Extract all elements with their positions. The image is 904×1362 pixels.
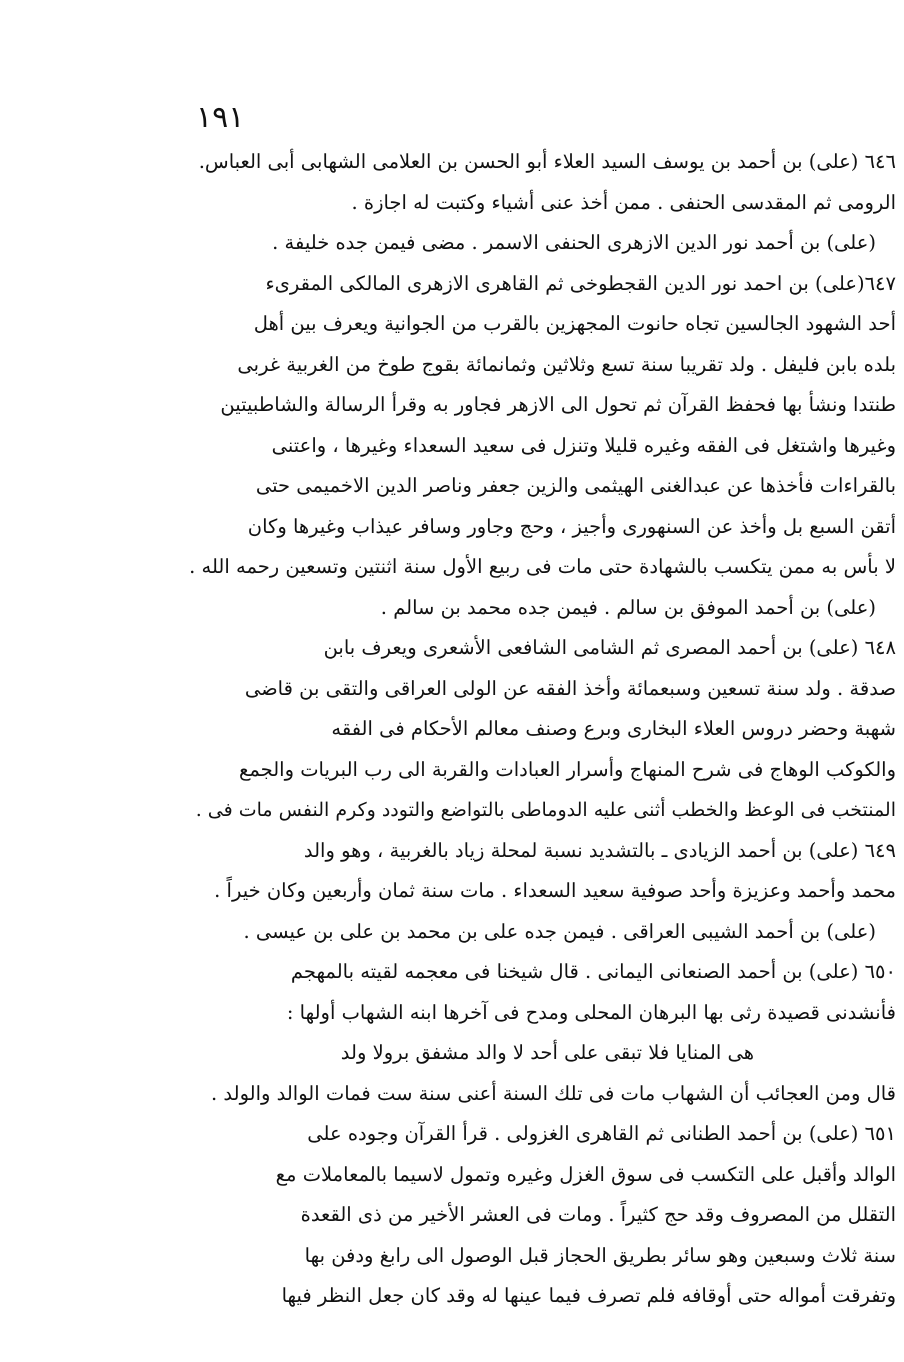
text-line: ٦٥٠ (على) بن أحمد الصنعانى اليمانى . قال شيخنا فى معجمه لقيته بالمهجم bbox=[290, 960, 896, 983]
verse-line: هى المنايا فلا تبقى على أحد لا والد مشفق برولا ولد bbox=[340, 1041, 754, 1064]
text-line: (على) بن أحمد نور الدين الازهرى الحنفى الاسمر . مضى فيمن جده خليفة . bbox=[272, 231, 876, 254]
text-line: أتقن السبع بل وأخذ عن السنهورى وأجيز ، وحج وجاور وسافر عيذاب وغيرها وكان bbox=[247, 514, 896, 538]
text-line: ٦٥١ (على) بن أحمد الطنانى ثم القاهرى الغزولى . قرأ القرآن وجوده على bbox=[307, 1122, 896, 1145]
text-line: شهبة وحضر دروس العلاء البخارى وبرع وصنف معالم الأحكام فى الفقه bbox=[331, 717, 896, 740]
text-line: المنتخب فى الوعظ والخطب أثنى عليه الدوماطى بالتواضع والتودد وكرم النفس مات فى . bbox=[195, 799, 896, 821]
text-line: الوالد وأقبل على التكسب فى سوق الغزل وغيره وتمول لاسيما بالمعاملات مع bbox=[275, 1162, 896, 1186]
text-line: طنتدا ونشأ بها فحفظ القرآن ثم تحول الى الازهر فجاور به وقرأ الرسالة والشاطبيتين bbox=[220, 393, 896, 416]
text-line: التقلل من المصروف وقد حج كثيراً . ومات فى العشر الأخير من ذى القعدة bbox=[300, 1203, 896, 1226]
text-line: ٦٤٦ (على) بن أحمد بن يوسف السيد العلاء أبو الحسن بن العلامى الشهابى أبى العباس. bbox=[198, 150, 896, 173]
text-line: الرومى ثم المقدسى الحنفى . ممن أخذ عنى أشياء وكتبت له اجازة . bbox=[351, 190, 896, 214]
text-line: (على) بن أحمد الموفق بن سالم . فيمن جده محمد بن سالم . bbox=[380, 595, 876, 619]
page-number: ١٩١ bbox=[196, 100, 245, 135]
text-line: وتفرقت أمواله حتى أوقافه فلم تصرف فيما عينها له وقد كان جعل النظر فيها bbox=[281, 1284, 896, 1307]
text-line: سنة ثلاث وسبعين وهو سائر بطريق الحجاز قبل الوصول الى رابغ ودفن بها bbox=[304, 1243, 896, 1267]
text-line: لا بأس به ممن يتكسب بالشهادة حتى مات فى ربيع الأول سنة اثنتين وتسعين رحمه الله . bbox=[189, 555, 896, 578]
text-line: وغيرها واشتغل فى الفقه وغيره قليلا وتنزل فى سعيد السعداء وغيرها ، واعتنى bbox=[271, 433, 896, 457]
text-line: بلده بابن فليفل . ولد تقريبا سنة تسع وثلاثين وثمانمائة بقوج طوخ من الغربية غربى bbox=[237, 352, 896, 376]
text-line: قال ومن العجائب أن الشهاب مات فى تلك السنة أعنى سنة ست فمات الوالد والولد . bbox=[211, 1081, 896, 1105]
text-line: صدقة . ولد سنة تسعين وسبعمائة وأخذ الفقه عن الولى العراقى والتقى بن قاضى bbox=[244, 676, 896, 700]
text-line: ٦٤٧(على) بن احمد نور الدين القجطوخى ثم القاهرى الازهرى المالكى المقرىء bbox=[265, 271, 896, 295]
text-line: محمد وأحمد وعزيزة وأحد صوفية سعيد السعداء . مات سنة ثمان وأربعين وكان خيراً . bbox=[214, 879, 896, 902]
text-line: ٦٤٩ (على) بن أحمد الزيادى ـ بالتشديد نسبة لمحلة زياد بالغربية ، وهو والد bbox=[303, 838, 896, 862]
text-line: ٦٤٨ (على) بن أحمد المصرى ثم الشامى الشافعى الأشعرى ويعرف بابن bbox=[323, 636, 896, 659]
text-line: (على) بن أحمد الشيبى العراقى . فيمن جده على بن محمد بن على بن عيسى . bbox=[243, 919, 876, 943]
text-line: بالقراءات فأخذها عن عبدالغنى الهيثمى والزين جعفر وناصر الدين الاخميمى حتى bbox=[255, 474, 896, 497]
text-line: والكوكب الوهاج فى شرح المنهاج وأسرار العبادات والقربة الى رب البريات والجمع bbox=[238, 757, 896, 781]
text-line: أحد الشهود الجالسين تجاه حانوت المجهزين بالقرب من الجوانية ويعرف بين أهل bbox=[253, 312, 896, 335]
body-text bbox=[168, 142, 904, 1317]
text-line: فأنشدنى قصيدة رثى بها البرهان المحلى ومدح فى آخرها ابنه الشهاب أولها : bbox=[286, 1000, 896, 1024]
